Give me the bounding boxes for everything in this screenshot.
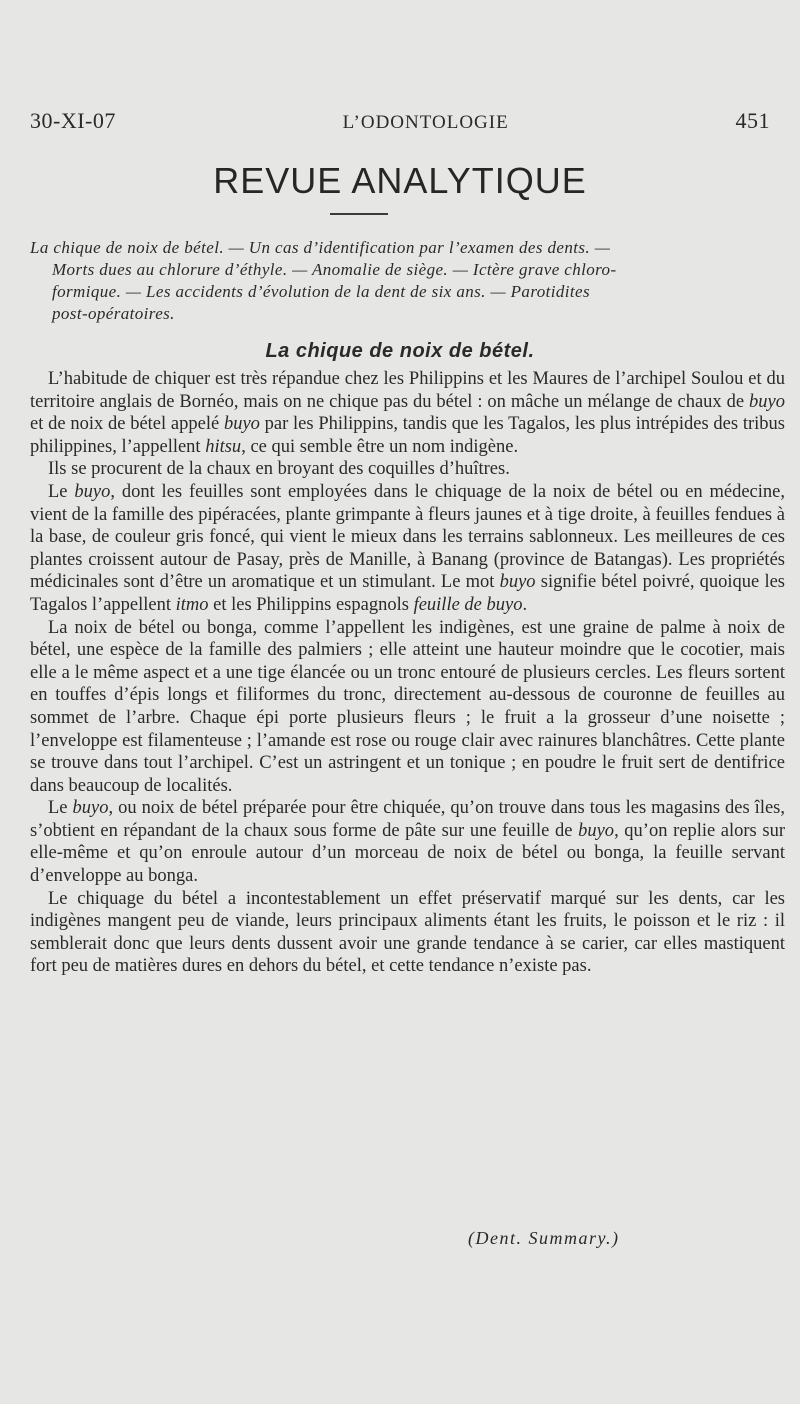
summary-line: post-opératoires. bbox=[52, 304, 175, 323]
paragraph bbox=[30, 617, 785, 798]
italic-term: feuille de buyo bbox=[413, 594, 523, 615]
text-run: , ce qui semble être un nom indigène. bbox=[241, 436, 519, 457]
text-run: La noix de bétel ou bonga, comme l’appellent les indigènes, est une graine de palme à noix de bétel, une espèce de la famille des palmiers ; elle atteint une hauteur moindre que le cocotier, mais elle a le même aspect et a une tige élancée ou un tronc entouré de plusieurs cercles. Les fleurs sortent en touffes d’épis longs et filiformes du tronc, directement au-dessous de couronne de feuilles au sommet de l’arbre. Chaque épi porte plusieurs fleurs ; le fruit a la grosseur d’une noisette ; l’enveloppe est filamenteuse ; l’amande est rose ou rouge clair avec rainures blanchâtres. Cette plante se trouve dans tout l’archipel. C’est un astringent et un tonique ; en poudre le fruit sert de dentifrice dans beaucoup de localités. bbox=[30, 617, 785, 796]
paragraph bbox=[30, 458, 785, 481]
text-run: Ils se procurent de la chaux en broyant des coquilles d’huîtres. bbox=[48, 459, 510, 480]
paragraph bbox=[30, 481, 785, 617]
italic-term: buyo bbox=[499, 572, 536, 593]
text-run: par les Philippins, tandis que les Tagalos, les plus intrépides des tribus philippines, l’appellent bbox=[30, 414, 785, 457]
italic-term: hitsu bbox=[205, 436, 242, 457]
paragraph bbox=[30, 797, 785, 887]
text-run: L’habitude de chiquer est très répandue chez les Philippins et les Maures de l’archipel Soulou et du territoire anglais de Bornéo, mais on ne chique pas du bétel : on mâche un mélange de chaux de bbox=[30, 369, 785, 412]
italic-term: buyo bbox=[72, 798, 109, 819]
running-head bbox=[30, 108, 770, 134]
summary-line: La chique de noix de bétel. — Un cas d’identification par l’examen des dents. — bbox=[30, 238, 611, 257]
contents-summary bbox=[30, 237, 772, 325]
page-title: REVUE ANALYTIQUE bbox=[213, 160, 587, 201]
italic-term: buyo bbox=[749, 391, 785, 412]
text-run: , dont les feuilles sont employées dans le chiquage de la noix de bétel ou en médecine, vient de la famille des pipéracées, plante grimpante à fleurs jaunes et à tige droite, à feuilles fendues à la base, de couleur gris foncé, qui vient le mieux dans les terrains sablonneux. Les meilleures de ces plantes croissent autour de Pasay, près de Manille, à Banang (province de Batangas). Les propriétés médicinales sont d’être un aromatique et un stimulant. Le mot bbox=[30, 481, 785, 593]
italic-term: itmo bbox=[175, 594, 209, 615]
text-run: et les Philippins espagnols bbox=[208, 594, 414, 615]
title-divider bbox=[330, 213, 388, 215]
summary-line: Morts dues au chlorure d’éthyle. — Anomalie de siège. — Ictère grave chloro- bbox=[52, 260, 617, 279]
summary-line: formique. — Les accidents d’évolution de la dent de six ans. — Parotidites bbox=[52, 282, 590, 301]
journal-title: L’ODONTOLOGIE bbox=[342, 112, 509, 133]
italic-term: buyo bbox=[74, 481, 111, 502]
paragraph bbox=[30, 368, 785, 458]
text-run: signifie bétel poivré, quoique les Tagalos l’appellent bbox=[30, 572, 786, 615]
text-run: Le bbox=[48, 481, 75, 502]
issue-date: 30-XI-07 bbox=[30, 108, 116, 133]
text-run: , qu’on replie alors sur elle-même et qu’on enroule autour d’un morceau de noix de bétel ou bonga, la feuille servant d’enveloppe au bonga. bbox=[30, 820, 785, 887]
italic-term: buyo bbox=[578, 820, 615, 841]
text-run: Le chiquage du bétel a incontestablement un effet préservatif marqué sur les dents, car les indigènes mangent peu de viande, leurs principaux aliments étant les fruits, le poisson et le riz : il semblerait donc que leurs dents dussent avoir une grande tendance à se carier, car elles mastiquent fort peu de matières dures en dehors du bétel, et cette tendance n’existe pas. bbox=[30, 888, 785, 977]
section-heading: La chique de noix de bétel. bbox=[265, 340, 535, 362]
italic-term: buyo bbox=[223, 414, 260, 435]
paragraph bbox=[30, 888, 785, 978]
text-run: et de noix de bétel appelé bbox=[30, 414, 224, 435]
text-run: , ou noix de bétel préparée pour être chiquée, qu’on trouve dans tous les magasins des îles, s’obtient en répandant de la chaux sous forme de pâte sur une feuille de bbox=[30, 798, 785, 841]
article-body bbox=[30, 368, 785, 978]
source-citation: (Dent. Summary.) bbox=[468, 1228, 620, 1248]
page-number: 451 bbox=[735, 108, 770, 133]
text-run: . bbox=[522, 594, 528, 615]
text-run: Le bbox=[48, 798, 73, 819]
